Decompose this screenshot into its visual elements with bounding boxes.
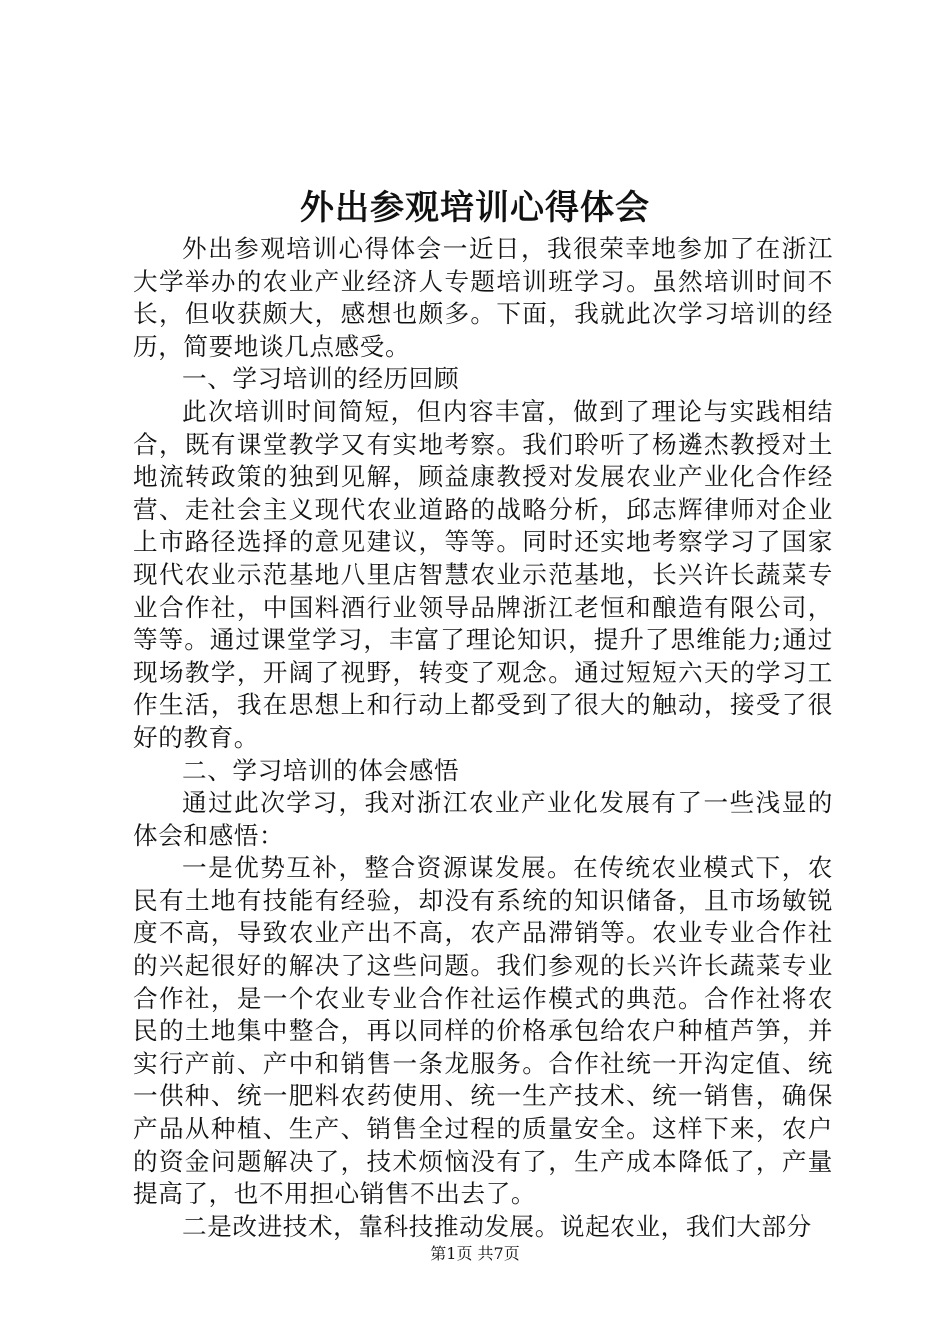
page-number-footer: 第1页 共7页 <box>430 1244 520 1263</box>
paragraph-point-2: 二是改进技术，靠科技推动发展。说起农业，我们大部分 <box>182 1211 812 1241</box>
paragraph-insights-intro: 通过此次学习，我对浙江农业产业化发展有了一些浅显的体会和感悟： <box>133 788 833 850</box>
document-body <box>133 233 833 1243</box>
paragraph-point-1: 一是优势互补，整合资源谋发展。在传统农业模式下，农民有土地有技能有经验，却没有系统的知识储备，且市场敏锐度不高，导致农业产出不高，农产品滞销等。农业专业合作社的兴起很好的解决了这些问题。我们参观的长兴许长蔬菜专业合作社，是一个农业专业合作社运作模式的典范。合作社将农民的土地集中整合，再以同样的价格承包给农户种植芦笋，并实行产前、产中和销售一条龙服务。合作社统一开沟定值、统一供种、统一肥料农药使用、统一生产技术、统一销售，确保产品从种植、生产、销售全过程的质量安全。这样下来，农户的资金问题解决了，技术烦恼没有了，生产成本降低了，产量提高了，也不用担心销售不出去了。 <box>133 853 833 1209</box>
section-heading-2: 二、学习培训的体会感悟 <box>182 755 460 785</box>
paragraph-review: 此次培训时间简短，但内容丰富，做到了理论与实践相结合，既有课堂教学又有实地考察。我们聆听了杨遴杰教授对土地流转政策的独到见解，顾益康教授对发展农业产业化合作经营、走社会主义现代农业道路的战略分析，邱志辉律师对企业上市路径选择的意见建议，等等。同时还实地考察学习了国家现代农业示范基地八里店智慧农业示范基地，长兴许长蔬菜专业合作社，中国料酒行业领导品牌浙江老恒和酿造有限公司，等等。通过课堂学习，丰富了理论知识，提升了思维能力;通过现场教学，开阔了视野，转变了观念。通过短短六天的学习工作生活，我在思想上和行动上都受到了很大的触动，接受了很好的教育。 <box>133 396 833 752</box>
paragraph-intro: 外出参观培训心得体会一近日，我很荣幸地参加了在浙江大学举办的农业产业经济人专题培训班学习。虽然培训时间不长，但收获颇大，感想也颇多。下面，我就此次学习培训的经历，简要地谈几点感受。 <box>133 234 833 361</box>
section-heading-1: 一、学习培训的经历回顾 <box>182 364 460 394</box>
document-title: 外出参观培训心得体会 <box>300 188 650 228</box>
